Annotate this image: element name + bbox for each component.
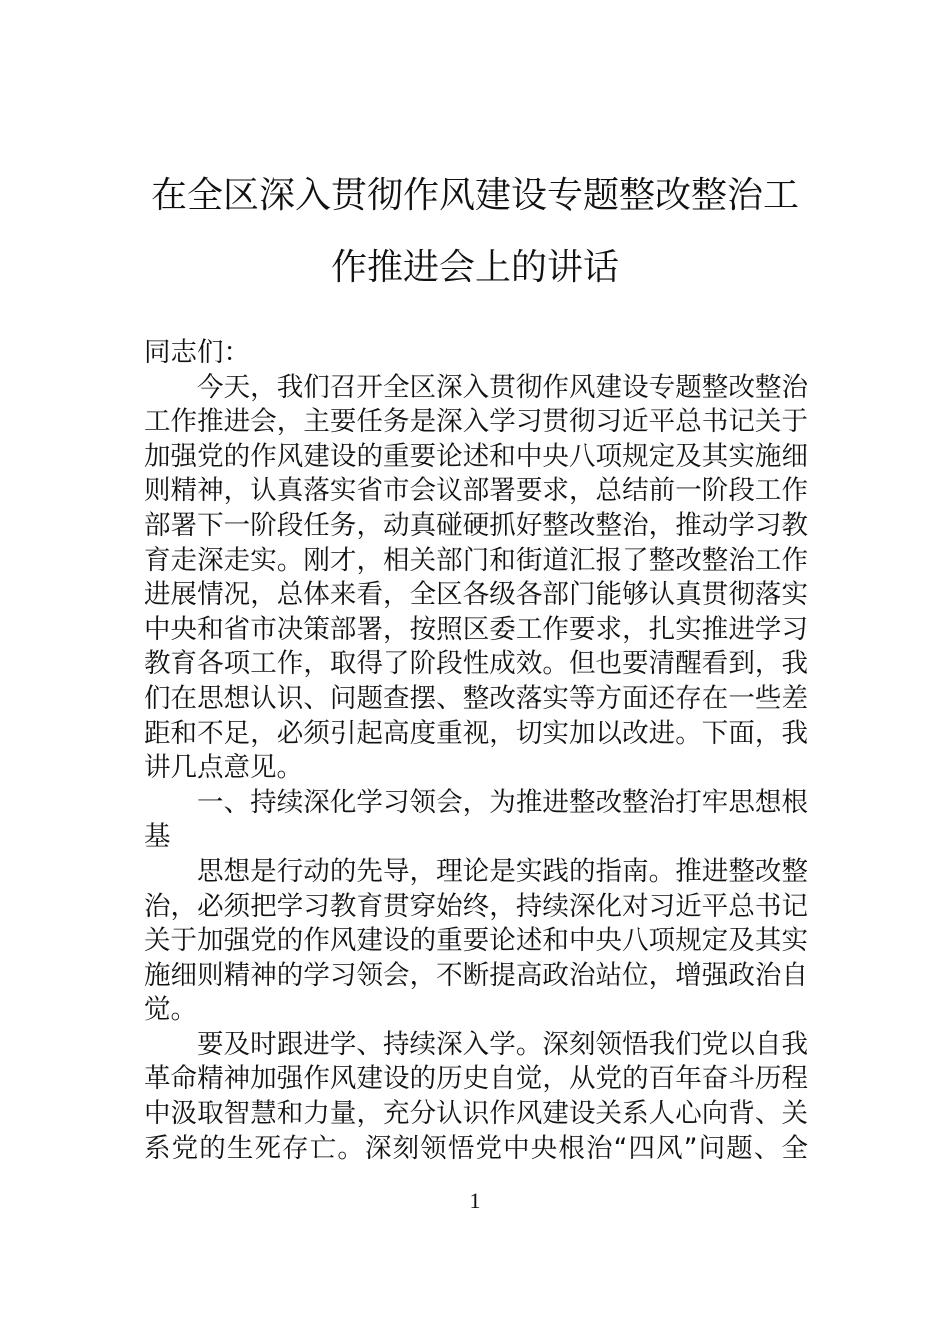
heading-line: 基 [144,821,171,853]
text-line: 要及时跟进学、持续深入学。深刻领悟我们党以自我 [197,1028,808,1060]
text-line: 加强党的作风建设的重要论述和中央八项规定及其实施细 [144,440,808,472]
text-line: 革命精神加强作风建设的历史自觉，从党的百年奋斗历程 [144,1063,808,1095]
heading-line: 一、持续深化学习领会，为推进整改整治打牢思想根 [197,786,808,818]
text-line: 施细则精神的学习领会，不断提高政治站位，增强政治自 [144,959,808,991]
text-line: 觉。 [144,994,197,1026]
text-line: 工作推进会，主要任务是深入学习贯彻习近平总书记关于 [144,406,808,438]
text-line: 则精神，认真落实省市会议部署要求，总结前一阶段工作 [144,475,808,507]
text-line: 中汲取智慧和力量，充分认识作风建设关系人心向背、关 [144,1098,808,1130]
text-line: 思想是行动的先导，理论是实践的指南。推进整改整 [197,855,808,887]
text-line: 们在思想认识、问题查摆、整改落实等方面还存在一些差 [144,682,808,714]
salutation: 同志们： [144,337,250,368]
paragraph-section-1-intro [144,855,808,1028]
page-number: 1 [469,1188,481,1213]
text-line: 部署下一阶段任务，动真碰硬抓好整改整治，推动学习教 [144,509,808,541]
text-line: 教育各项工作，取得了阶段性成效。但也要清醒看到，我 [144,648,808,680]
text-line: 距和不足，必须引起高度重视，切实加以改进。下面，我 [144,717,808,749]
text-line: 中央和省市决策部署，按照区委工作要求，扎实推进学习 [144,613,808,645]
text-line: 系党的生死存亡。深刻领悟党中央根治“四风”问题、全 [144,1132,808,1164]
text-line: 关于加强党的作风建设的重要论述和中央八项规定及其实 [144,925,808,957]
text-line: 育走深走实。刚才，相关部门和街道汇报了整改整治工作 [144,544,808,576]
paragraph-intro [144,371,808,786]
section-heading-1 [144,786,808,855]
paragraph-study [144,1028,808,1166]
document-title-line-2: 作推进会上的讲话 [330,247,619,288]
text-line: 讲几点意见。 [144,752,303,784]
document-body [144,336,808,1166]
text-line: 治，必须把学习教育贯穿始终，持续深化对习近平总书记 [144,890,808,922]
text-line: 进展情况，总体来看，全区各级各部门能够认真贯彻落实 [144,579,808,611]
document-title-line-1: 在全区深入贯彻作风建设专题整改整治工 [150,175,799,216]
text-line: 今天，我们召开全区深入贯彻作风建设专题整改整治 [197,371,808,403]
